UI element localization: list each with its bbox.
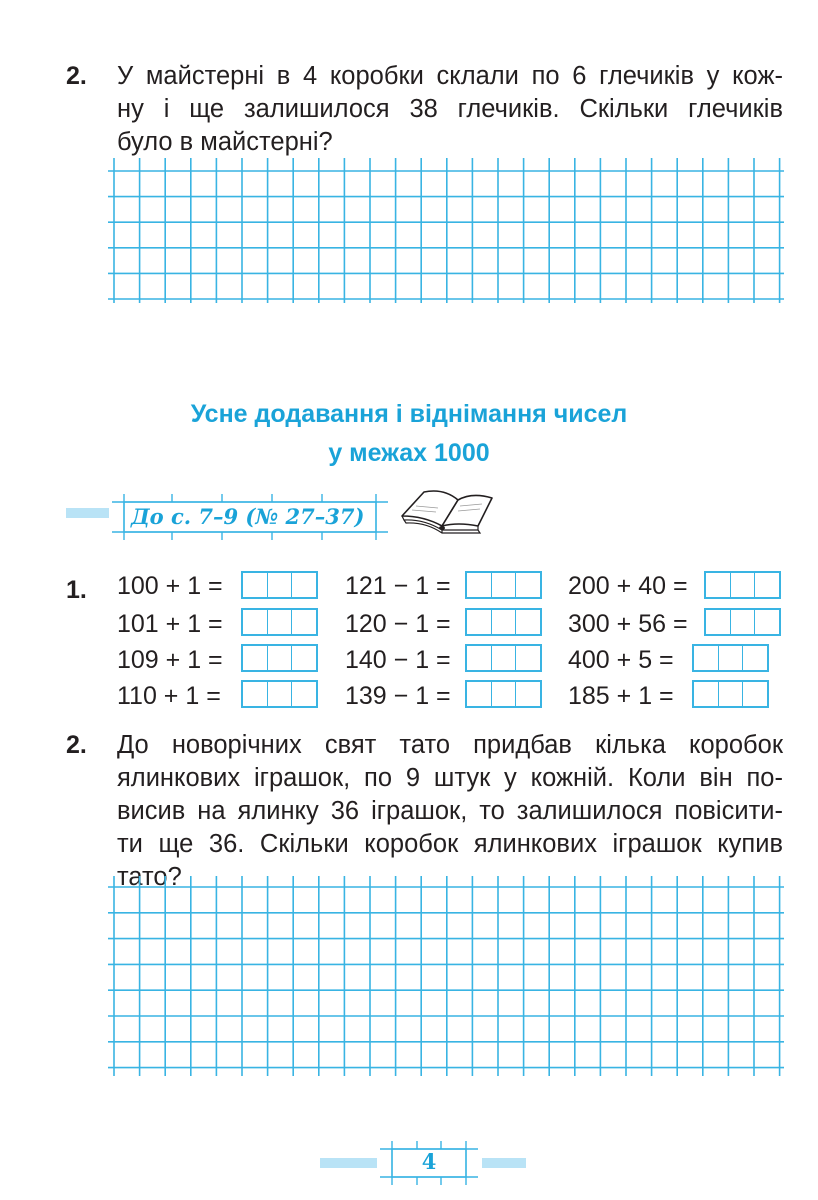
equation: 140 − 1 = — [345, 646, 451, 674]
equation: 400 + 5 = — [568, 646, 674, 674]
section-title: Усне додавання і віднімання чисел — [190, 400, 628, 428]
equation: 121 − 1 = — [345, 572, 451, 600]
equation: 109 + 1 = — [117, 646, 223, 674]
equation: 300 + 56 = — [568, 610, 688, 638]
answer-box[interactable] — [465, 644, 542, 672]
task-number: 2. — [66, 731, 87, 759]
answer-box[interactable] — [692, 680, 769, 708]
equation: 120 − 1 = — [345, 610, 451, 638]
equation: 185 + 1 = — [568, 682, 674, 710]
answer-box[interactable] — [241, 680, 318, 708]
answer-box[interactable] — [704, 571, 781, 599]
answer-grid[interactable] — [108, 876, 784, 1076]
reference-label: До с. 7–9 (№ 27–37) — [131, 504, 365, 529]
task-text — [117, 60, 783, 159]
section-subtitle: у межах 1000 — [328, 439, 490, 467]
answer-grid[interactable] — [108, 158, 784, 303]
answer-box[interactable] — [465, 608, 542, 636]
task-line: висив на ялинку 36 іграшок, то залишилося повісити- — [117, 797, 783, 825]
task-line: тато? — [117, 863, 182, 891]
answer-box[interactable] — [465, 680, 542, 708]
decorative-bar — [66, 508, 109, 518]
equation: 139 − 1 = — [345, 682, 451, 710]
page-number: 4 — [421, 1149, 437, 1174]
task-number: 1. — [66, 576, 87, 604]
equation: 100 + 1 = — [117, 572, 223, 600]
task-line: було в майстерні? — [117, 128, 333, 156]
task-line: У майстерні в 4 коробки склали по 6 глечиків у кож- — [117, 62, 783, 90]
decorative-bar — [320, 1158, 377, 1168]
task-line: До новорічних свят тато придбав кілька коробок — [117, 731, 783, 759]
decorative-bar — [482, 1158, 526, 1168]
task-line: ялинкових іграшок, по 9 штук у кожній. Коли він по- — [117, 764, 783, 792]
task-text — [117, 729, 783, 894]
answer-box[interactable] — [241, 608, 318, 636]
task-line: ну і ще залишилося 38 глечиків. Скільки глечиків — [117, 95, 783, 123]
equation: 110 + 1 = — [117, 682, 221, 710]
answer-box[interactable] — [704, 608, 781, 636]
equation: 200 + 40 = — [568, 572, 688, 600]
equation: 101 + 1 = — [117, 610, 223, 638]
answer-box[interactable] — [465, 571, 542, 599]
task-line: ти ще 36. Скільки коробок ялинкових іграшок купив — [117, 830, 783, 858]
answer-box[interactable] — [692, 644, 769, 672]
open-book-icon — [398, 486, 496, 534]
task-number: 2. — [66, 62, 87, 90]
answer-box[interactable] — [241, 644, 318, 672]
answer-box[interactable] — [241, 571, 318, 599]
